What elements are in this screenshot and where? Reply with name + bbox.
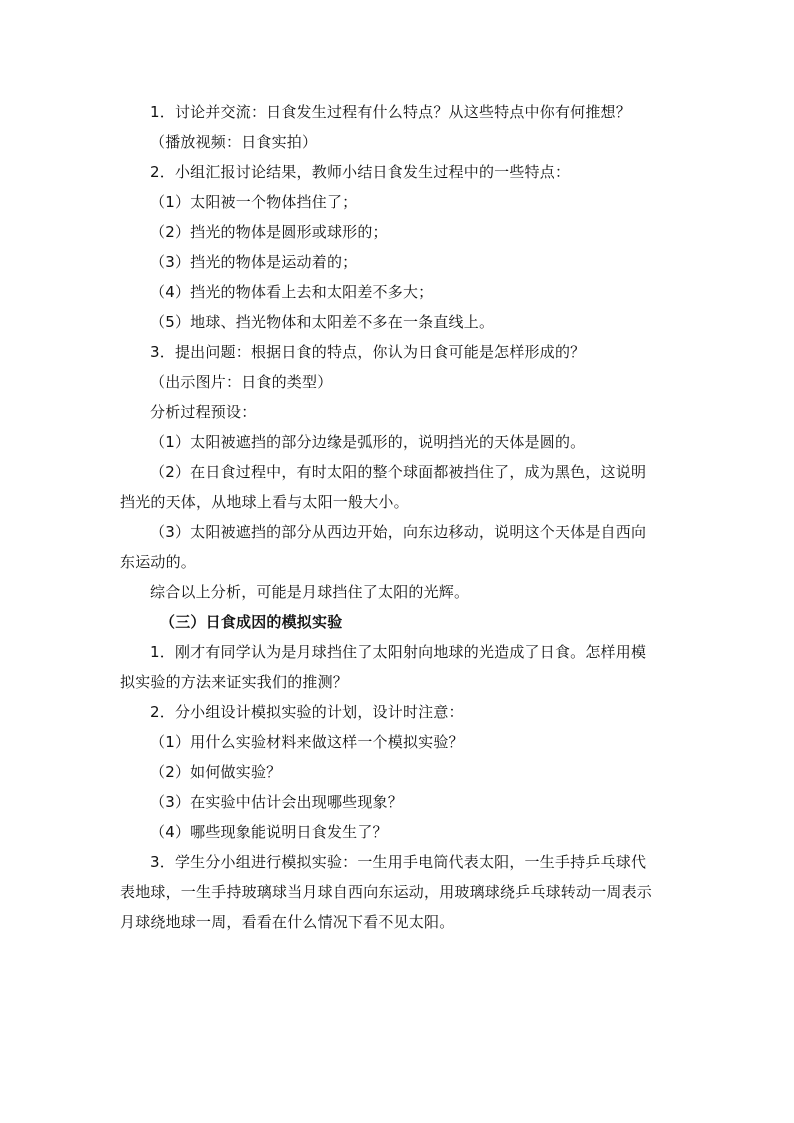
list-item-continuation: 东运动的。 [120,553,197,571]
list-item: （4）哪些现象能说明日食发生了？ [150,823,388,841]
list-item: （3）太阳被遮挡的部分从西边开始，向东边移动，说明这个天体是自西向 [150,523,647,541]
section-heading: （三）日食成因的模拟实验 [160,613,343,631]
numbered-paragraph: 1．讨论并交流：日食发生过程有什么特点？从这些特点中你有何推想？ [150,103,631,121]
note-line: （播放视频：日食实拍） [150,133,318,151]
list-item: （2）在日食过程中，有时太阳的整个球面都被挡住了，成为黑色，这说明 [150,463,647,481]
numbered-paragraph: 1．刚才有同学认为是月球挡住了太阳射向地球的光造成了日食。怎样用模 [150,643,647,661]
paragraph: 综合以上分析，可能是月球挡住了太阳的光辉。 [150,583,470,601]
list-item: （4）挡光的物体看上去和太阳差不多大； [150,283,434,301]
document-body [120,97,676,937]
numbered-paragraph: 2．小组汇报讨论结果，教师小结日食发生过程中的一些特点： [150,163,571,181]
list-item-continuation: 挡光的天体，从地球上看与太阳一般大小。 [120,493,409,511]
paragraph-continuation: 表地球，一生手持玻璃球当月球自西向东运动，用玻璃球绕乒乓球转动一周表示 [120,883,653,901]
list-item: （5）地球、挡光物体和太阳差不多在一条直线上。 [150,313,495,331]
list-item: （2）如何做实验？ [150,763,282,781]
list-item: （1）太阳被遮挡的部分边缘是弧形的，说明挡光的天体是圆的。 [150,433,586,451]
note-line: （出示图片：日食的类型） [150,373,333,391]
paragraph: 分析过程预设： [150,403,257,421]
paragraph-continuation: 拟实验的方法来证实我们的推测？ [120,673,349,691]
list-item: （2）挡光的物体是圆形或球形的； [150,223,388,241]
list-item: （1）用什么实验材料来做这样一个模拟实验？ [150,733,464,751]
list-item: （3）挡光的物体是运动着的； [150,253,358,271]
numbered-paragraph: 3．学生分小组进行模拟实验：一生用手电筒代表太阳，一生手持乒乓球代 [150,853,647,871]
numbered-paragraph: 3．提出问题：根据日食的特点，你认为日食可能是怎样形成的？ [150,343,586,361]
numbered-paragraph: 2．分小组设计模拟实验的计划，设计时注意： [150,703,464,721]
paragraph-continuation: 月球绕地球一周，看看在什么情况下看不见太阳。 [120,913,455,931]
list-item: （3）在实验中估计会出现哪些现象？ [150,793,403,811]
list-item: （1）太阳被一个物体挡住了； [150,193,358,211]
